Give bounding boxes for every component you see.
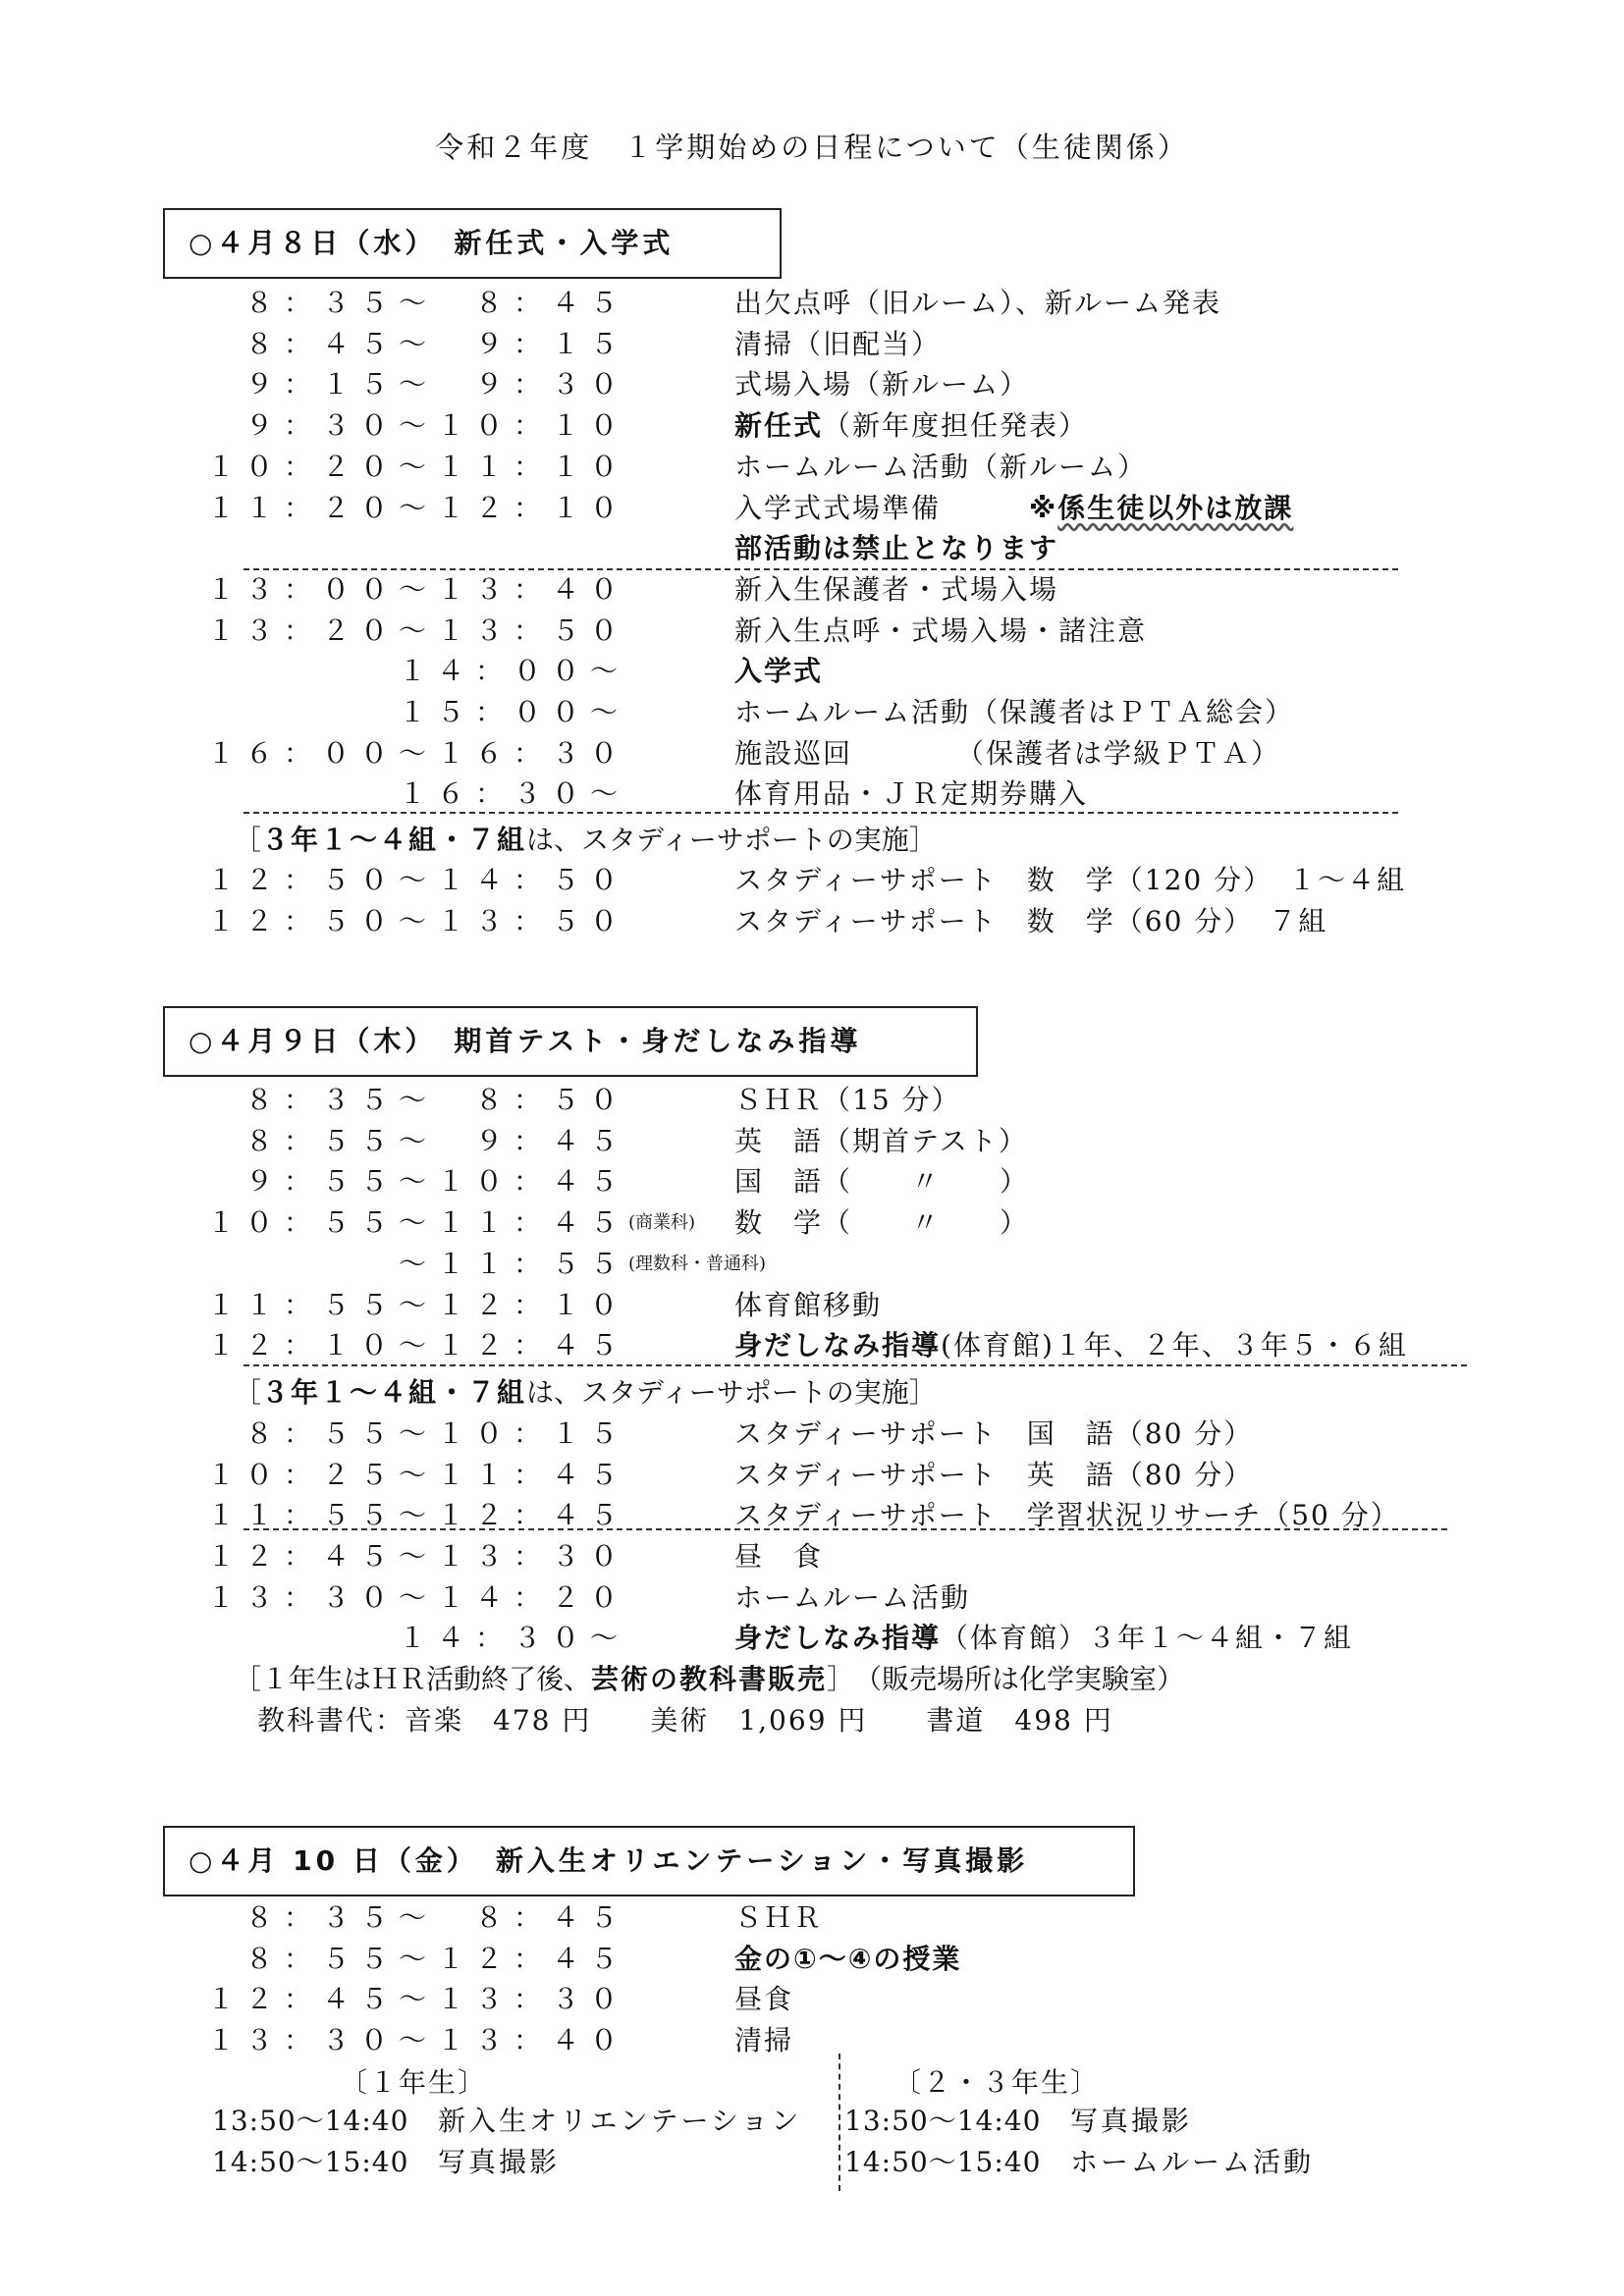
divider [244,1364,1467,1366]
study-note: ［３年１～４組・７組は、スタディーサポートの実施］ [234,824,937,856]
activity [734,1979,793,2020]
schedule-row [0,1161,1624,1202]
book-sale-note: ［１年生はＨＲ活動終了後、芸術の教科書販売］ （販売場所は化学実験室） [234,1663,1185,1695]
schedule-row [0,1414,1624,1455]
time-range: ８：３５～ ８：４５ [244,287,628,319]
activity-emphasis: 入学式 [734,655,824,688]
time-range: １０：５５～１１：４５ [206,1206,628,1240]
activity [734,1161,1029,1202]
activity-text: 英 語（期首テスト） [734,1124,1028,1157]
activity [734,1285,882,1326]
activity [734,528,1058,569]
activity-emphasis: 金の①～④の授業 [734,1942,962,1975]
activity-text: 写真撮影 [1070,2105,1193,2137]
activity [734,2020,793,2061]
schedule-row [0,1080,1624,1121]
page-title: 令和２年度 １学期始めの日程について（生徒関係） [435,131,1189,164]
notice: 係生徒以外は放課 [1057,491,1294,524]
schedule-row [0,569,1624,611]
activity [734,860,1406,901]
divider [244,568,1398,570]
schedule-row [0,1577,1624,1619]
activity-text: 写真撮影 [438,2146,561,2178]
schedule-row [0,1979,1624,2020]
activity [734,364,1029,405]
divider [244,812,1398,814]
activity [734,1536,823,1577]
time-range: ９：３０～１０：１０ [244,409,628,443]
time-range: ８：３５～ ８：５０ [244,1084,628,1116]
time-range: １２：５０～１４：５０ [206,864,628,896]
schedule-row [0,1455,1624,1496]
activity-text: （新年度担任発表） [823,409,1089,443]
schedule-row [0,901,1624,942]
day1-header: ○４月８日（水） 新任式・入学式 [163,208,782,279]
schedule-row [0,1325,1624,1366]
time-range: １３：３０～１３：４０ [206,2024,628,2057]
activity-text: ホームルーム活動 [1070,2146,1315,2178]
time-range: 13:50～14:40 [844,2105,1042,2137]
schedule-row [0,405,1624,447]
schedule-row [0,447,1624,488]
activity-text: 出欠点呼（旧ルーム）、新ルーム発表 [734,287,1222,319]
activity-text: （体育館）３年１～４組・７組 [941,1622,1354,1655]
activity-text: スタディーサポート 学習状況リサーチ（50 分） [734,1499,1400,1532]
schedule-row [0,1897,1624,1939]
time-range: １３：２０～１３：５０ [206,614,628,647]
activity-emphasis: 部活動は禁止となります [734,532,1059,565]
activity [734,692,1294,733]
time-range: ８：５５～１２：４５ [244,1942,628,1975]
time-range: ８：４５～ ９：１５ [244,327,628,360]
activity-text: 数 学（ 〃 ） [734,1206,1030,1240]
time-range: ～１１：５５ [398,1247,628,1280]
activity-text: ホームルーム活動（新ルーム） [734,450,1148,483]
time-range: １４：３０～ [398,1622,628,1655]
time-range: １０：２０～１１：１０ [206,450,628,483]
schedule-row [0,1202,1624,1244]
activity-text: ホームルーム活動（保護者はＰＴＡ総会） [734,696,1295,728]
time-range: 13:50～14:40 [212,2105,409,2137]
activity-text: 清掃 [734,2024,794,2057]
schedule-row [0,774,1624,815]
activity [734,1080,961,1121]
activity [734,1414,1253,1455]
schedule-row [0,1536,1624,1577]
time-range: １４：００～ [398,655,628,688]
activity [734,774,1088,815]
time-range: １２：１０～１２：４５ [206,1329,628,1362]
time-range: １１：５５～１２：４５ [206,1499,628,1532]
activity-text: 新入生点呼・式場入場・諸注意 [734,614,1148,647]
activity [734,447,1147,488]
activity [734,1618,1353,1659]
activity [734,1577,970,1619]
schedule-row [0,692,1624,733]
schedule-row [0,651,1624,692]
activity [734,651,823,692]
activity-text: 新入生オリエンテーション [438,2105,802,2137]
activity-emphasis: 新任式 [734,409,824,443]
spacer [941,492,1029,524]
activity-text: 国 語（ 〃 ） [734,1165,1030,1199]
time-range: １２：４５～１３：３０ [206,1983,628,2016]
activity-text: 昼食 [734,1983,794,2016]
time-range: ８：５５～ ９：４５ [244,1124,628,1157]
grade1-label: 〔１年生〕 [340,2066,488,2099]
schedule-row [0,733,1624,774]
activity-text: 昼 食 [734,1540,824,1573]
activity [734,488,1293,529]
activity [734,1495,1400,1536]
column-divider [839,2054,840,2191]
activity [734,569,1058,611]
book-prices: 教科書代：音楽 478 円 美術 1,069 円 書道 498 円 [257,1704,1113,1736]
activity-emphasis: 身だしなみ指導 [734,1329,942,1362]
schedule-row [0,860,1624,901]
activity [734,611,1147,652]
time-range: 14:50～15:40 [844,2146,1042,2178]
activity [734,1897,823,1939]
activity-text: 体育用品・ＪＲ定期券購入 [734,777,1089,811]
grade23-label: 〔２・３年生〕 [893,2066,1101,2099]
schedule-row [0,1495,1624,1536]
time-range: ９：１５～ ９：３０ [244,368,628,401]
time-range: １６：００～１６：３０ [206,736,628,770]
time-range: １１：２０～１２：１０ [206,491,628,524]
activity [734,1939,961,1980]
schedule-row [0,1121,1624,1162]
schedule-row [0,364,1624,405]
activity [734,733,1280,774]
time-range: １２：５０～１３：５０ [206,904,628,937]
schedule-row [0,1618,1624,1659]
activity-text: ホームルーム活動 [734,1580,971,1614]
activity [734,405,1088,447]
activity-text: 式場入場（新ルーム） [734,368,1030,401]
activity-text: (体育館)１年、２年、３年５・６組 [941,1329,1408,1362]
department-note: (理数科・普通科) [628,1253,767,1274]
activity [734,324,941,365]
schedule-row [0,1244,1624,1285]
schedule-row [0,611,1624,652]
activity-text: 清掃（旧配当） [734,327,942,360]
schedule-row [0,324,1624,365]
time-range: ８：３５～ ８：４５ [244,1901,628,1934]
time-range: １３：３０～１４：２０ [206,1580,628,1614]
note-mark: ※ [1029,491,1058,524]
schedule-row [0,2020,1624,2061]
activity-emphasis: 身だしなみ指導 [734,1622,942,1655]
activity [734,1325,1408,1366]
study-note: ［３年１～４組・７組は、スタディーサポートの実施］ [234,1376,937,1409]
activity-text: 入学式式場準備 [734,491,942,524]
schedule-row [0,488,1624,529]
activity-text: ＳＨＲ（15 分） [734,1084,961,1116]
time-range: １１：５５～１２：１０ [206,1288,628,1321]
activity [734,1121,1028,1162]
activity [734,283,1221,324]
time-range: １０：２５～１１：４５ [206,1458,628,1491]
time-range: １５：００～ [398,696,628,728]
time-range: ９：５５～１０：４５ [244,1165,628,1199]
schedule-row [0,528,1624,569]
activity [734,1455,1253,1496]
time-range: １６：３０～ [398,777,628,811]
time-range: １３：００～１３：４０ [206,572,628,606]
activity-text: スタディーサポート 数 学（60 分） ７組 [734,904,1328,937]
day2-header: ○４月９日（木） 期首テスト・身だしなみ指導 [163,1006,978,1077]
time-range: 14:50～15:40 [212,2146,409,2178]
activity-text: スタディーサポート 国 語（80 分） [734,1417,1254,1450]
activity-text: スタディーサポート 英 語（80 分） [734,1458,1254,1491]
day3-header: ○４月 10 日（金） 新入生オリエンテーション・写真撮影 [163,1826,1135,1896]
time-range: １２：４５～１３：３０ [206,1540,628,1573]
schedule-row [0,1939,1624,1980]
schedule-row [0,1285,1624,1326]
activity [734,901,1327,942]
activity-text: 体育館移動 [734,1288,883,1321]
activity-text: 施設巡回 （保護者は学級ＰＴＡ） [734,736,1281,770]
activity [734,1202,1029,1244]
schedule-row [0,283,1624,324]
activity-text: スタディーサポート 数 学（120 分） １～４組 [734,864,1407,896]
activity-text: ＳＨＲ [734,1901,824,1934]
time-range: ８：５５～１０：１５ [244,1417,628,1450]
divider [244,1528,1447,1530]
department-note: (商業科) [628,1212,696,1234]
activity-text: 新入生保護者・式場入場 [734,572,1059,606]
